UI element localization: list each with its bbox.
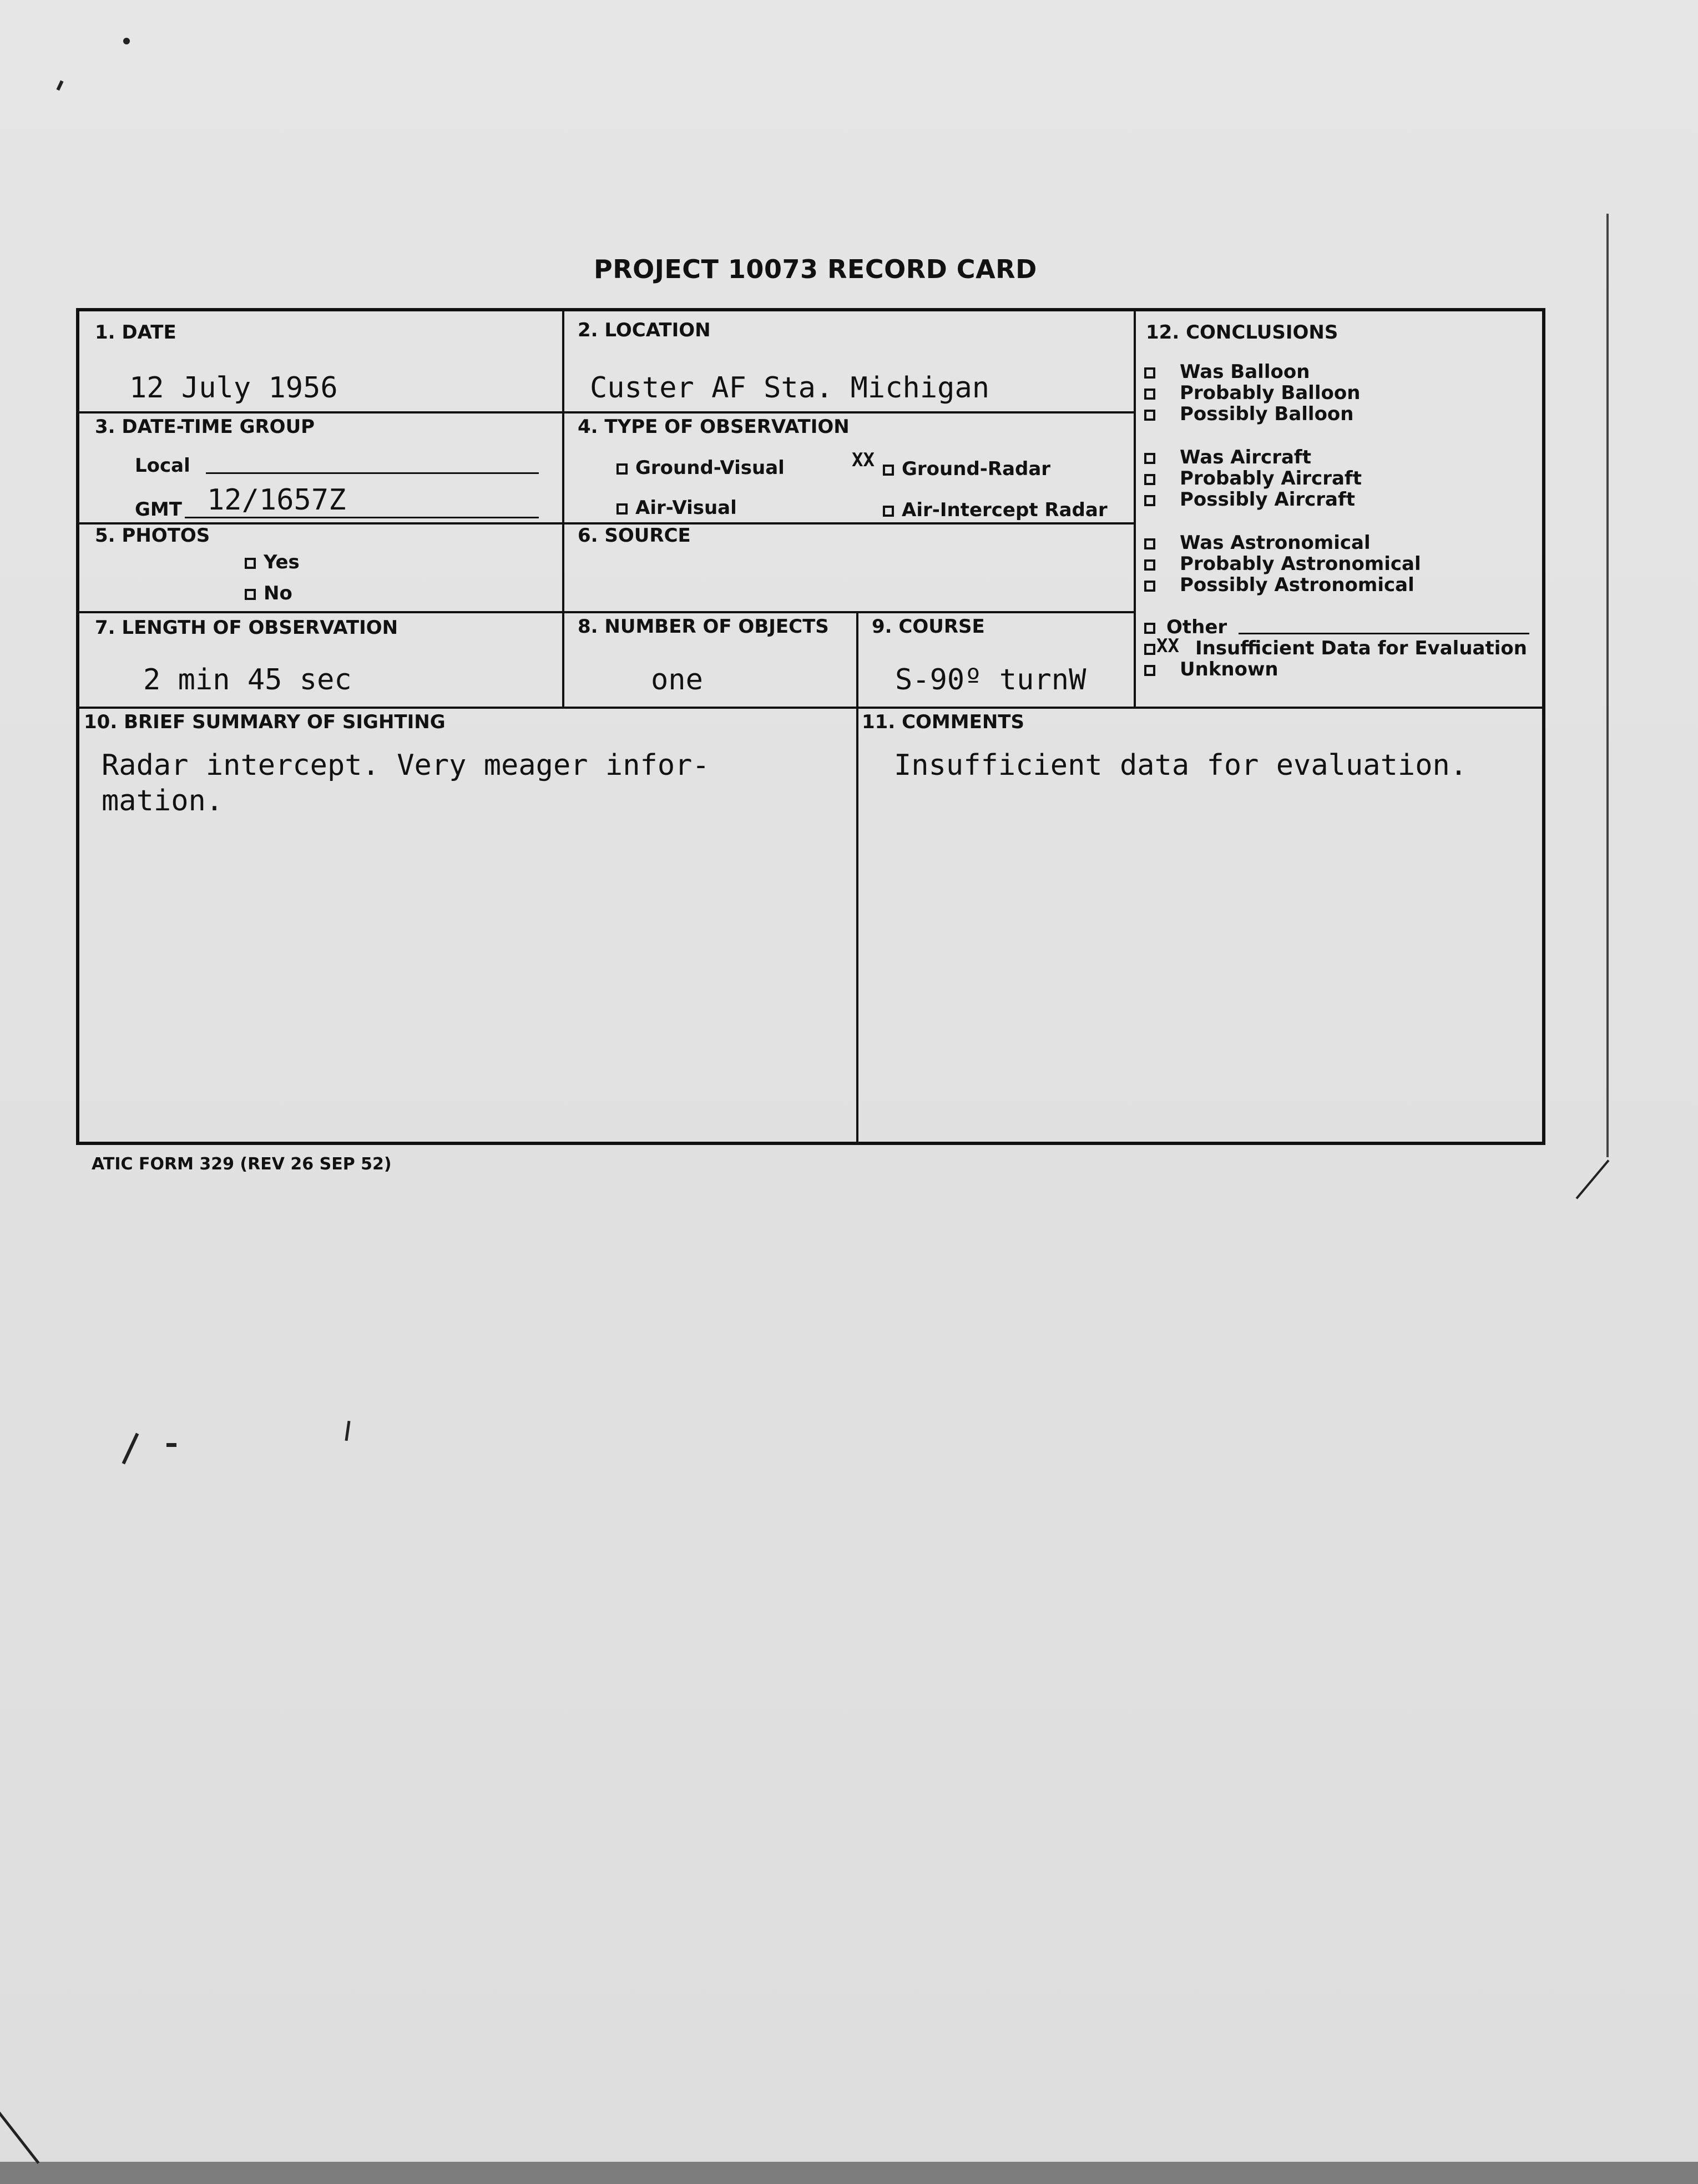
conclusion-item: Probably Astronomical [1144,553,1421,575]
checkbox-icon [1144,410,1155,421]
checkbox-icon [1144,623,1155,634]
record-card [76,308,1545,1145]
gmt-value: 12/1657Z [207,483,346,517]
checkbox-icon [883,506,894,517]
checkbox-icon [1144,538,1155,549]
scan-bottom-strip [0,2162,1698,2184]
course-value: S-90º turnW [895,663,1086,697]
checkbox-icon [1144,644,1155,655]
checkbox-icon [1144,474,1155,485]
observation-type-label: 4. TYPE OF OBSERVATION [578,416,850,438]
card-title: PROJECT 10073 RECORD CARD [594,254,1037,284]
gmt-label: GMT [135,498,182,521]
number-of-objects-value: one [651,663,703,697]
row-divider [79,411,1134,413]
date-time-group-label: 3. DATE-TIME GROUP [95,416,315,438]
checkbox-icon [883,465,894,476]
col-divider [562,311,564,707]
location-label: 2. LOCATION [578,319,711,341]
course-label: 9. COURSE [872,616,985,638]
length-of-observation-label: 7. LENGTH OF OBSERVATION [95,617,398,639]
brief-summary-line-1: Radar intercept. Very meager infor- [102,749,710,782]
row-divider [79,707,1544,709]
conclusion-item: Possibly Astronomical [1144,574,1414,596]
row-divider [79,611,1134,613]
checkbox-icon [245,589,256,600]
source-label: 6. SOURCE [578,524,691,547]
checkbox-icon [616,503,628,515]
form-number-footer: ATIC FORM 329 (REV 26 SEP 52) [92,1154,392,1174]
checkbox-icon [245,558,256,569]
checkbox-icon [616,463,628,475]
option-ground-radar: Ground-Radar [883,458,1050,480]
conclusion-item: Was Balloon [1144,361,1310,383]
checkbox-icon [1144,453,1155,464]
checkbox-icon [1144,665,1155,676]
length-of-observation-value: 2 min 45 sec [143,663,352,697]
other-line [1239,633,1529,634]
checkbox-icon [1144,389,1155,400]
checkbox-icon [1144,559,1155,571]
date-label: 1. DATE [95,321,176,344]
conclusion-item: Possibly Balloon [1144,403,1354,425]
photos-option-no: No [245,582,292,604]
scan-speck [166,1443,176,1447]
date-value: 12 July 1956 [129,371,338,405]
comments-value: Insufficient data for evaluation. [894,749,1468,782]
conclusion-item-other: Other [1144,616,1227,638]
conclusion-item: Probably Aircraft [1144,467,1362,490]
insufficient-data-check-mark: XX [1156,635,1179,657]
option-air-intercept-radar: Air-Intercept Radar [883,499,1108,521]
checkbox-icon [1144,495,1155,506]
conclusion-item: Was Aircraft [1144,446,1311,468]
brief-summary-line-2: mation. [102,784,224,818]
conclusion-item: Unknown [1144,658,1278,680]
conclusions-label: 12. CONCLUSIONS [1146,321,1338,344]
location-value: Custer AF Sta. Michigan [590,371,990,405]
checkbox-icon [1144,581,1155,592]
col-divider [1134,311,1136,707]
photos-option-yes: Yes [245,551,300,573]
brief-summary-label: 10. BRIEF SUMMARY OF SIGHTING [84,711,446,733]
comments-label: 11. COMMENTS [862,711,1024,733]
photos-label: 5. PHOTOS [95,524,210,547]
ground-radar-check-mark: XX [852,449,875,471]
option-air-visual: Air-Visual [616,497,737,519]
checkbox-icon [1144,367,1155,379]
conclusion-item-insufficient-data: Insufficient Data for Evaluation [1144,637,1527,659]
conclusion-item: Probably Balloon [1144,382,1360,404]
gmt-line [185,517,539,518]
conclusion-item: Possibly Aircraft [1144,488,1355,511]
local-time-line [206,472,539,474]
option-ground-visual: Ground-Visual [616,457,785,479]
conclusion-item: Was Astronomical [1144,532,1371,554]
paper-edge-line [1606,214,1609,1157]
col-divider [856,611,858,1144]
scan-speck [123,38,130,44]
local-time-label: Local [135,455,190,477]
number-of-objects-label: 8. NUMBER OF OBJECTS [578,616,829,638]
